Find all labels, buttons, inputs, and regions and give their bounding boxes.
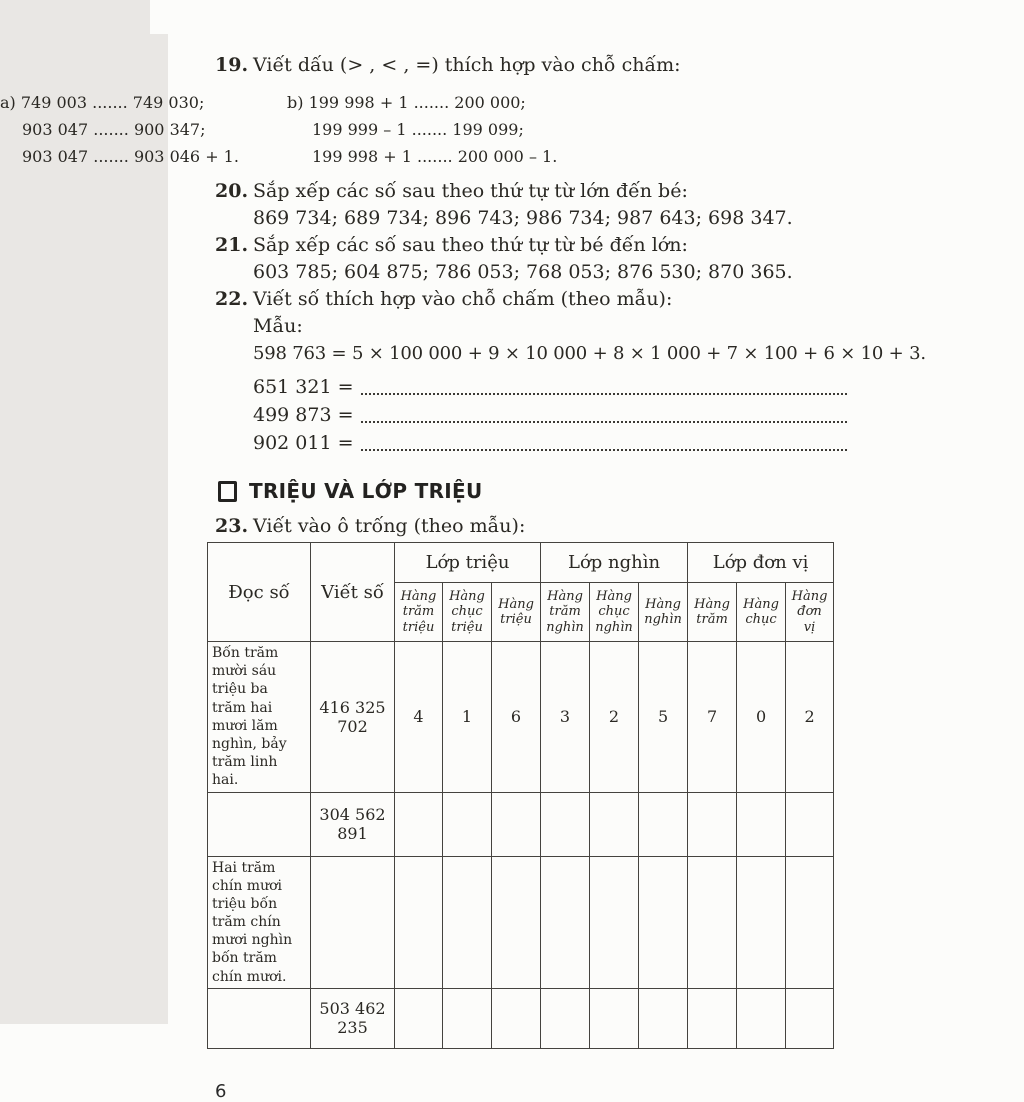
digit-cell [492, 792, 541, 856]
digit-cell [492, 988, 541, 1048]
digit-cell [639, 856, 688, 988]
comparison-line: 199 998 + 1 ....... 200 000 – 1. [312, 147, 558, 166]
digit-cell [786, 988, 834, 1048]
section-heading [218, 477, 1024, 505]
exercise-number: 20. [215, 180, 249, 202]
digit-cell [786, 792, 834, 856]
sub-header: Hàng trăm triệu [395, 583, 443, 642]
example-expansion: 598 763 = 5 × 100 000 + 9 × 10 000 + 8 × 1 000 + 7 × 100 + 6 × 10 + 3. [253, 343, 926, 364]
sub-header: Hàng chục triệu [443, 583, 492, 642]
digit-cell [395, 792, 443, 856]
digit-cell [639, 792, 688, 856]
digit-cell: 4 [395, 642, 443, 793]
digit-cell: 0 [737, 642, 786, 793]
table-row [208, 792, 834, 856]
digit-cell [590, 988, 639, 1048]
digit-cell [737, 988, 786, 1048]
digit-cell [688, 792, 737, 856]
digit-cell [492, 856, 541, 988]
digit-cell [443, 856, 492, 988]
digit-cell [737, 856, 786, 988]
group-header-lop-nghin: Lớp nghìn [541, 543, 688, 583]
exercise-21-numbers: 603 785; 604 875; 786 053; 768 053; 876 530; 870 365. [253, 261, 793, 283]
dotted-leader [361, 429, 847, 451]
viet-so-cell: 304 562 891 [311, 792, 395, 856]
exercise-number: 19. [215, 54, 249, 76]
dotted-leader [361, 401, 847, 423]
fill-in-line [253, 401, 847, 429]
comparison-line: a) 749 003 ....... 749 030; [0, 93, 205, 112]
table-row [208, 988, 834, 1048]
exercise-20-prompt: Sắp xếp các số sau theo thứ tự từ lớn đến bé: [253, 180, 688, 202]
example-label: Mẫu: [253, 315, 303, 337]
digit-cell [443, 792, 492, 856]
sub-header: Hàng chục nghìn [590, 583, 639, 642]
sub-header: Hàng đơn vị [786, 583, 834, 642]
digit-cell: 1 [443, 642, 492, 793]
exercise-19-column-b [287, 89, 1024, 170]
blank-label: 902 011 = [253, 432, 354, 454]
comparison-line: 903 047 ....... 903 046 + 1. [22, 147, 239, 166]
exercise-number: 23. [215, 515, 249, 537]
digit-cell [590, 792, 639, 856]
exercise-21-prompt: Sắp xếp các số sau theo thứ tự từ bé đến lớn: [253, 234, 688, 256]
exercise-20-numbers: 869 734; 689 734; 896 743; 986 734; 987 643; 698 347. [253, 207, 793, 229]
blank-label: 651 321 = [253, 376, 354, 398]
digit-cell: 5 [639, 642, 688, 793]
group-header-lop-trieu: Lớp triệu [395, 543, 541, 583]
square-bullet-icon [218, 481, 237, 502]
digit-cell [688, 856, 737, 988]
exercise-22-prompt: Viết số thích hợp vào chỗ chấm (theo mẫu): [253, 288, 673, 310]
comparison-line: 199 999 – 1 ....... 199 099; [312, 120, 524, 139]
doc-so-cell: Hai trăm chín mươi triệu bốn trăm chín mươi nghìn bốn trăm chín mươi. [208, 856, 311, 988]
exercise-number: 21. [215, 234, 249, 256]
digit-cell [639, 988, 688, 1048]
sub-header: Hàng nghìn [639, 583, 688, 642]
viet-so-cell: 503 462 235 [311, 988, 395, 1048]
digit-cell [786, 856, 834, 988]
exercise-22 [215, 286, 1024, 313]
section-title: TRIỆU VÀ LỚP TRIỆU [249, 479, 483, 503]
sub-header: Hàng chục [737, 583, 786, 642]
exercise-23 [215, 513, 1024, 540]
exercise-21 [215, 232, 1024, 259]
exercise-23-prompt: Viết vào ô trống (theo mẫu): [253, 515, 526, 537]
digit-cell [395, 988, 443, 1048]
comparison-line: b) 199 998 + 1 ....... 200 000; [287, 93, 526, 112]
viet-so-cell [311, 856, 395, 988]
digit-cell [395, 856, 443, 988]
place-value-table [207, 542, 834, 1049]
table-row [208, 856, 834, 988]
dotted-leader [361, 373, 847, 395]
exercise-19-column-a [0, 89, 287, 170]
fill-in-line [253, 373, 847, 401]
digit-cell: 2 [786, 642, 834, 793]
digit-cell: 7 [688, 642, 737, 793]
exercise-19 [215, 52, 1024, 79]
table-row [208, 642, 834, 793]
doc-so-cell [208, 792, 311, 856]
viet-so-cell: 416 325 702 [311, 642, 395, 793]
digit-cell [737, 792, 786, 856]
column-header-doc-so: Đọc số [208, 543, 311, 642]
page-number: 6 [215, 1080, 227, 1102]
digit-cell: 2 [590, 642, 639, 793]
digit-cell [541, 988, 590, 1048]
blank-label: 499 873 = [253, 404, 354, 426]
digit-cell [688, 988, 737, 1048]
sub-header: Hàng triệu [492, 583, 541, 642]
digit-cell [443, 988, 492, 1048]
doc-so-cell: Bốn trăm mười sáu triệu ba trăm hai mươi lăm nghìn, bảy trăm linh hai. [208, 642, 311, 793]
digit-cell [541, 856, 590, 988]
sub-header: Hàng trăm nghìn [541, 583, 590, 642]
exercise-number: 22. [215, 288, 249, 310]
digit-cell [541, 792, 590, 856]
digit-cell: 3 [541, 642, 590, 793]
exercise-20 [215, 178, 1024, 205]
sub-header: Hàng trăm [688, 583, 737, 642]
comparison-line: 903 047 ....... 900 347; [22, 120, 206, 139]
digit-cell [590, 856, 639, 988]
exercise-19-prompt: Viết dấu (> , < , =) thích hợp vào chỗ chấm: [253, 54, 681, 76]
fill-in-line [253, 429, 847, 457]
exercise-19-body [0, 89, 1024, 170]
group-header-lop-don-vi: Lớp đơn vị [688, 543, 834, 583]
digit-cell: 6 [492, 642, 541, 793]
column-header-viet-so: Viết số [311, 543, 395, 642]
doc-so-cell [208, 988, 311, 1048]
